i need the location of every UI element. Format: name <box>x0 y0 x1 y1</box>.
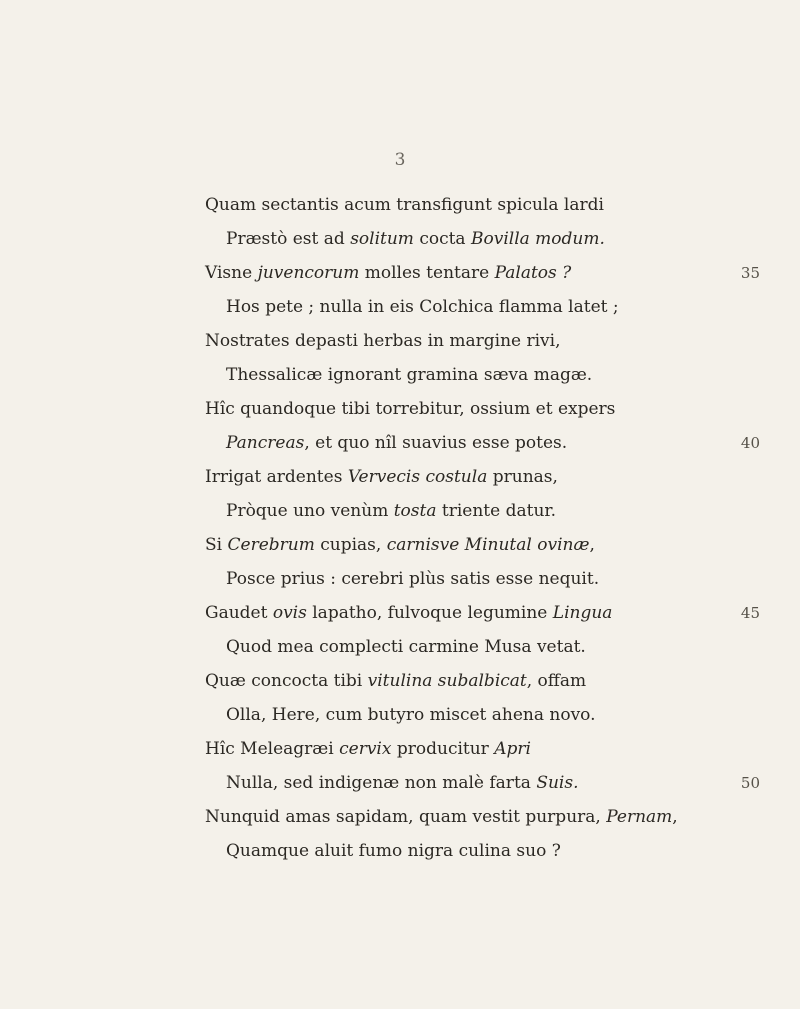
poem-line-text <box>205 596 612 630</box>
poem-line-text <box>205 800 678 834</box>
italic-segment: Cerebrum <box>227 535 315 555</box>
poem-line <box>0 324 800 358</box>
italic-segment: vitulina subalbicat <box>367 671 527 691</box>
text-segment: producitur <box>391 739 495 759</box>
poem-line <box>0 256 800 290</box>
text-segment: Quod mea complecti carmine Musa vetat. <box>226 637 586 657</box>
poem-line-text <box>205 664 586 698</box>
text-segment: cupias, <box>314 535 387 555</box>
poem-line <box>0 392 800 426</box>
text-segment: cocta <box>413 229 471 249</box>
poem-line-text <box>226 426 567 460</box>
poem-line <box>0 528 800 562</box>
poem-line-text <box>226 630 586 664</box>
text-segment: Nostrates depasti herbas in margine rivi, <box>205 331 561 351</box>
italic-segment: Pernam <box>606 807 673 827</box>
poem-line-text <box>205 324 561 358</box>
line-number: 45 <box>740 604 760 622</box>
italic-segment: ovis <box>272 603 307 623</box>
text-segment: Hos pete ; nulla in eis Colchica flamma latet ; <box>226 297 619 317</box>
italic-segment: Apri <box>494 739 531 759</box>
italic-segment: Pancreas <box>226 433 305 453</box>
poem-line-text <box>226 290 619 324</box>
text-segment: Pròque uno venùm <box>226 501 394 521</box>
text-segment: , et quo nîl suavius esse potes. <box>304 433 568 453</box>
text-segment: Quæ concocta tibi <box>205 671 368 691</box>
italic-segment: juvencorum <box>257 263 360 283</box>
poem-line-text <box>226 698 596 732</box>
italic-segment: Bovilla modum. <box>470 229 605 249</box>
line-number: 40 <box>740 434 760 452</box>
poem-line-text <box>205 256 571 290</box>
text-segment: , <box>672 807 678 827</box>
poem-line-text <box>205 732 531 766</box>
line-number: 50 <box>740 774 760 792</box>
text-segment: Hîc Meleagræi <box>205 739 340 759</box>
text-segment: molles tentare <box>359 263 495 283</box>
text-segment: Posce prius : cerebri plùs satis esse nequit. <box>226 569 600 589</box>
text-segment: Nulla, sed indigenæ non malè farta <box>226 773 537 793</box>
text-segment: Quamque aluit fumo nigra culina suo ? <box>226 841 561 861</box>
poem-line <box>0 188 800 222</box>
text-segment: Nunquid amas sapidam, quam vestit purpura, <box>205 807 607 827</box>
poem-line-text <box>226 562 599 596</box>
poem-line <box>0 290 800 324</box>
poem-line <box>0 494 800 528</box>
text-segment: Thessalicæ ignorant gramina sæva magæ. <box>226 365 593 385</box>
text-segment: prunas, <box>487 467 558 487</box>
italic-segment: tosta <box>393 501 437 521</box>
poem-line <box>0 222 800 256</box>
poem-line <box>0 664 800 698</box>
poem-line <box>0 732 800 766</box>
text-segment: Olla, Here, cum butyro miscet ahena novo. <box>226 705 596 725</box>
italic-segment: Lingua <box>552 603 613 623</box>
poem-line <box>0 630 800 664</box>
poem-line <box>0 596 800 630</box>
text-segment: , offam <box>526 671 587 691</box>
italic-segment: carnisve Minutal ovinæ <box>386 535 590 555</box>
text-segment: Præstò est ad <box>226 229 351 249</box>
text-segment: lapatho, fulvoque legumine <box>306 603 553 623</box>
text-segment: Gaudet <box>205 603 273 623</box>
poem-line-text <box>226 494 556 528</box>
italic-segment: cervix <box>339 739 392 759</box>
poem-line-text <box>205 528 595 562</box>
poem-line-text <box>226 834 561 868</box>
poem-line <box>0 460 800 494</box>
poem-line-text <box>226 766 578 800</box>
poem-line-text <box>226 222 605 256</box>
poem-line-text <box>205 460 558 494</box>
text-segment: Irrigat ardentes <box>205 467 348 487</box>
text-segment: Si <box>205 535 228 555</box>
poem-line <box>0 562 800 596</box>
text-segment: Quam sectantis acum transfigunt spicula lardi <box>205 195 604 215</box>
text-segment: , <box>589 535 595 555</box>
italic-segment: Vervecis costula <box>347 467 488 487</box>
text-segment: triente datur. <box>436 501 557 521</box>
poem-line-text <box>205 392 615 426</box>
poem-line <box>0 698 800 732</box>
text-segment: Visne <box>205 263 258 283</box>
poem-line-text <box>205 188 604 222</box>
italic-segment: Suis. <box>536 773 579 793</box>
italic-segment: solitum <box>350 229 414 249</box>
poem-line <box>0 766 800 800</box>
poem-line <box>0 800 800 834</box>
italic-segment: Palatos ? <box>494 263 572 283</box>
poem-line <box>0 426 800 460</box>
page-number: 3 <box>394 150 406 170</box>
line-number: 35 <box>740 264 760 282</box>
poem-line-text <box>226 358 592 392</box>
text-segment: Hîc quandoque tibi torrebitur, ossium et expers <box>205 399 616 419</box>
poem-line <box>0 358 800 392</box>
poem-line <box>0 834 800 868</box>
